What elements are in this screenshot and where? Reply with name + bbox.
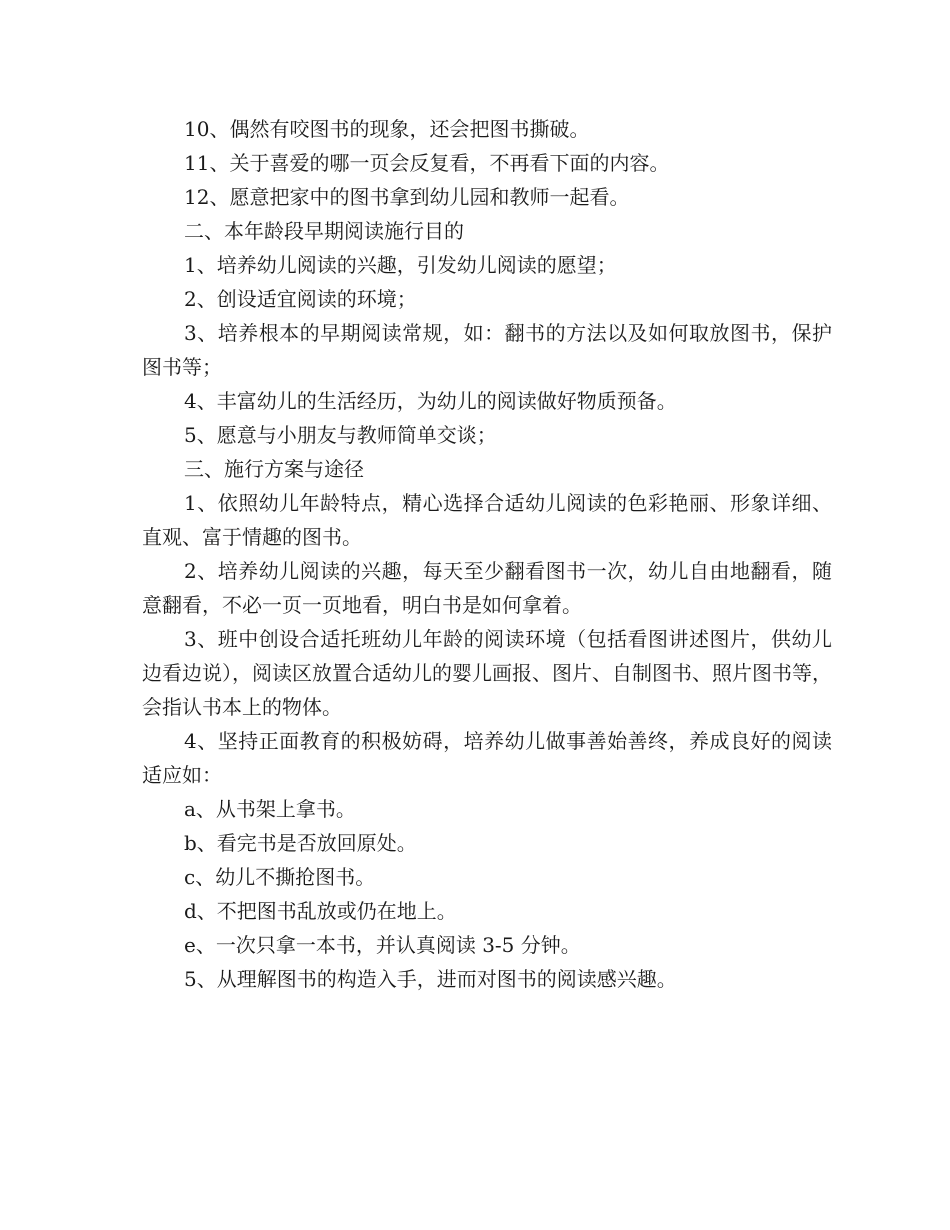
section-heading: 二、本年龄段早期阅读施行目的 <box>184 219 464 243</box>
paragraph: 11、关于喜爱的哪一页会反复看，不再看下面的内容。 <box>184 151 670 175</box>
section-heading: 三、施行方案与途径 <box>184 457 364 481</box>
paragraph: 2、创设适宜阅读的环境； <box>184 287 417 311</box>
list-item: e、一次只拿一本书，并认真阅读 3-5 分钟。 <box>184 933 581 957</box>
list-item: c、幼儿不撕抢图书。 <box>184 865 376 889</box>
paragraph: 1、培养幼儿阅读的兴趣，引发幼儿阅读的愿望； <box>184 253 617 277</box>
paragraph: 5、愿意与小朋友与教师简单交谈； <box>184 423 497 447</box>
paragraph: 1、依照幼儿年龄特点，精心选择合适幼儿阅读的色彩艳丽、形象详细、直观、富于情趣的图书。 <box>142 491 832 549</box>
paragraph: 3、班中创设合适托班幼儿年龄的阅读环境（包括看图讲述图片，供幼儿边看边说），阅读区放置合适幼儿的婴儿画报、图片、自制图书、照片图书等，会指认书本上的物体。 <box>142 627 832 719</box>
list-item: a、从书架上拿书。 <box>184 797 356 821</box>
paragraph: 3、培养根本的早期阅读常规，如：翻书的方法以及如何取放图书，保护图书等； <box>142 321 832 379</box>
paragraph: 5、从理解图书的构造入手，进而对图书的阅读感兴趣。 <box>184 967 677 991</box>
paragraph: 4、丰富幼儿的生活经历，为幼儿的阅读做好物质预备。 <box>184 389 677 413</box>
paragraph: 12、愿意把家中的图书拿到幼儿园和教师一起看。 <box>184 185 630 209</box>
list-item: d、不把图书乱放或仍在地上。 <box>184 899 457 923</box>
paragraph: 4、坚持正面教育的积极妨碍，培养幼儿做事善始善终，养成良好的阅读适应如： <box>142 729 832 787</box>
document-body <box>142 112 832 996</box>
list-item: b、看完书是否放回原处。 <box>184 831 417 855</box>
paragraph: 10、偶然有咬图书的现象，还会把图书撕破。 <box>184 117 590 141</box>
paragraph: 2、培养幼儿阅读的兴趣，每天至少翻看图书一次，幼儿自由地翻看，随意翻看，不必一页一页地看，明白书是如何拿着。 <box>142 559 832 617</box>
